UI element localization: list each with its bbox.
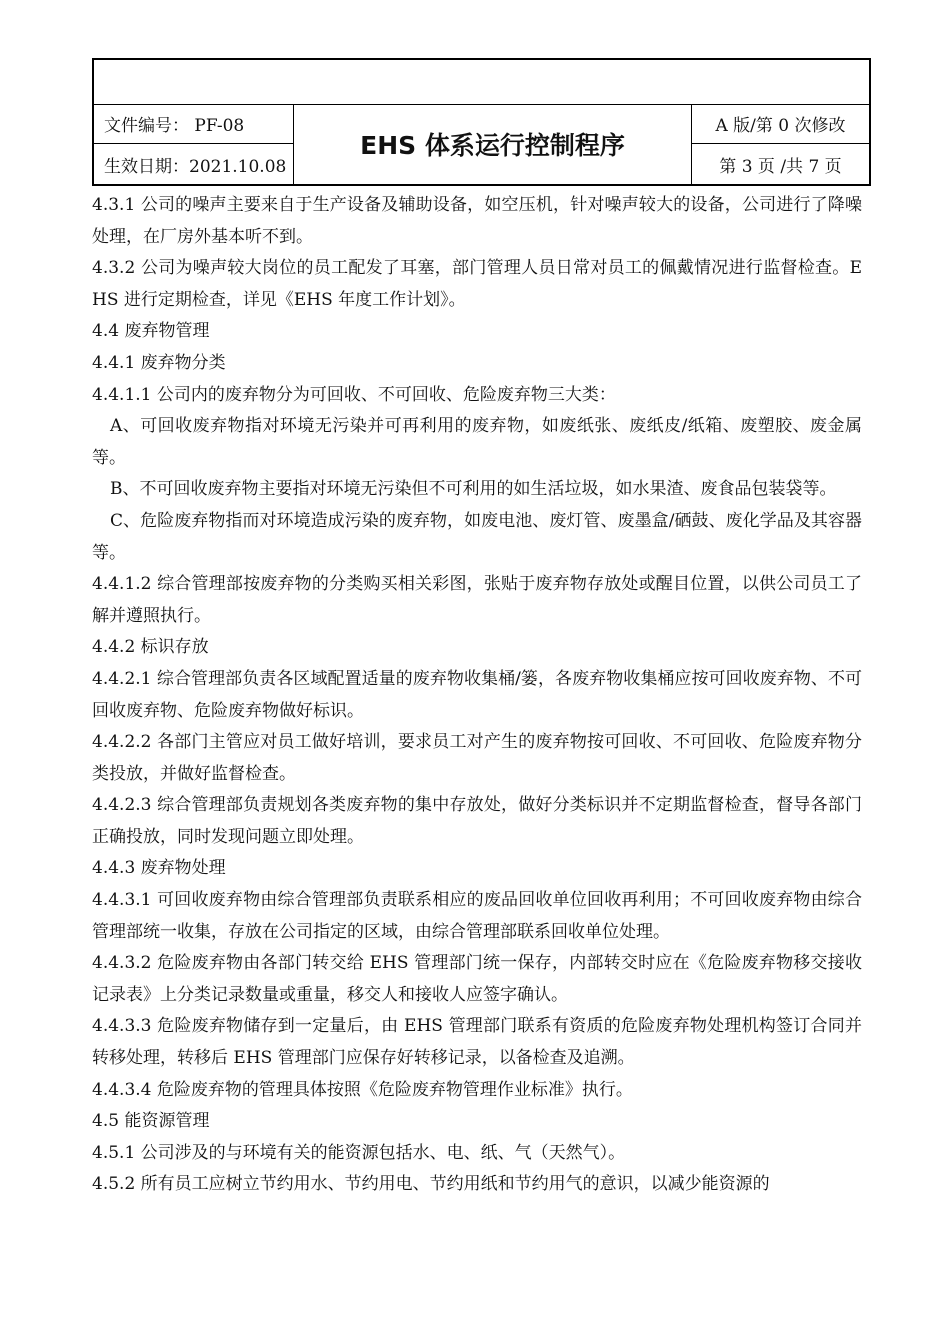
paragraph-4-4-2-1: 4.4.2.1 综合管理部负责各区域配置适量的废弃物收集桶/篓，各废弃物收集桶应按可回收废弃物、不可回收废弃物、危险废弃物做好标识。 bbox=[92, 668, 862, 721]
effective-date: 生效日期：2021.10.08 bbox=[94, 144, 294, 184]
document-title: EHS 体系运行控制程序 bbox=[360, 131, 625, 160]
section-heading-4-4: 4.4 废弃物管理 bbox=[92, 321, 210, 342]
section-heading-4-5: 4.5 能资源管理 bbox=[92, 1111, 210, 1132]
document-number: 文件编号： PF-08 bbox=[94, 104, 294, 144]
list-item-a: A、可回收废弃物指对环境无污染并可再利用的废弃物，如废纸张、废纸皮/纸箱、废塑胶、废金属等。 bbox=[92, 416, 862, 468]
header-blank-row bbox=[94, 60, 869, 105]
page-info: 第 3 页 /共 7 页 bbox=[691, 144, 869, 184]
paragraph-4-3-2: 4.3.2 公司为噪声较大岗位的员工配发了耳塞，部门管理人员日常对员工的佩戴情况进行监督检查。EHS 进行定期检查，详见《EHS 年度工作计划》。 bbox=[92, 258, 862, 310]
list-item-c: C、危险废弃物指而对环境造成污染的废弃物，如废电池、废灯管、废墨盒/硒鼓、废化学品及其容器等。 bbox=[92, 510, 862, 563]
version-info: A 版/第 0 次修改 bbox=[691, 104, 869, 144]
paragraph-4-5-1: 4.5.1 公司涉及的与环境有关的能资源包括水、电、纸、气（天然气）。 bbox=[92, 1142, 626, 1163]
paragraph-4-4-2-2: 4.4.2.2 各部门主管应对员工做好培训，要求员工对产生的废弃物按可回收、不可回收、危险废弃物分类投放，并做好监督检查。 bbox=[92, 732, 862, 784]
section-heading-4-4-1: 4.4.1 废弃物分类 bbox=[92, 352, 226, 373]
paragraph-4-3-1: 4.3.1 公司的噪声主要来自于生产设备及辅助设备，如空压机，针对噪声较大的设备，公司进行了降噪处理，在厂房外基本听不到。 bbox=[92, 195, 862, 247]
paragraph-4-4-1-2: 4.4.1.2 综合管理部按废弃物的分类购买相关彩图，张贴于废弃物存放处或醒目位置，以供公司员工了解并遵照执行。 bbox=[92, 574, 862, 626]
list-item-b: B、不可回收废弃物主要指对环境无污染但不可利用的如生活垃圾，如水果渣、废食品包装袋等。 bbox=[110, 479, 837, 500]
paragraph-4-4-3-1: 4.4.3.1 可回收废弃物由综合管理部负责联系相应的废品回收单位回收再利用；不可回收废弃物由综合管理部统一收集，存放在公司指定的区域，由综合管理部联系回收单位处理。 bbox=[92, 890, 862, 942]
paragraph-4-4-3-4: 4.4.3.4 危险废弃物的管理具体按照《危险废弃物管理作业标准》执行。 bbox=[92, 1079, 633, 1100]
paragraph-4-4-3-3: 4.4.3.3 危险废弃物储存到一定量后，由 EHS 管理部门联系有资质的危险废弃物处理机构签订合同并转移处理，转移后 EHS 管理部门应保存好转移记录，以备检查及追溯。 bbox=[92, 1016, 862, 1069]
section-heading-4-4-3: 4.4.3 废弃物处理 bbox=[92, 858, 226, 879]
paragraph-4-4-1-1: 4.4.1.1 公司内的废弃物分为可回收、不可回收、危险废弃物三大类： bbox=[92, 384, 616, 405]
document-header-table bbox=[92, 58, 871, 186]
paragraph-4-4-3-2: 4.4.3.2 危险废弃物由各部门转交给 EHS 管理部门统一保存，内部转交时应在《危险废弃物移交接收记录表》上分类记录数量或重量，移交人和接收人应签字确认。 bbox=[92, 953, 862, 1005]
section-heading-4-4-2: 4.4.2 标识存放 bbox=[92, 637, 209, 658]
paragraph-4-4-2-3: 4.4.2.3 综合管理部负责规划各类废弃物的集中存放处，做好分类标识并不定期监督检查，督导各部门正确投放，同时发现问题立即处理。 bbox=[92, 795, 862, 847]
document-body bbox=[92, 190, 862, 1201]
paragraph-4-5-2: 4.5.2 所有员工应树立节约用水、节约用电、节约用纸和节约用气的意识，以减少能资源的 bbox=[92, 1174, 770, 1195]
